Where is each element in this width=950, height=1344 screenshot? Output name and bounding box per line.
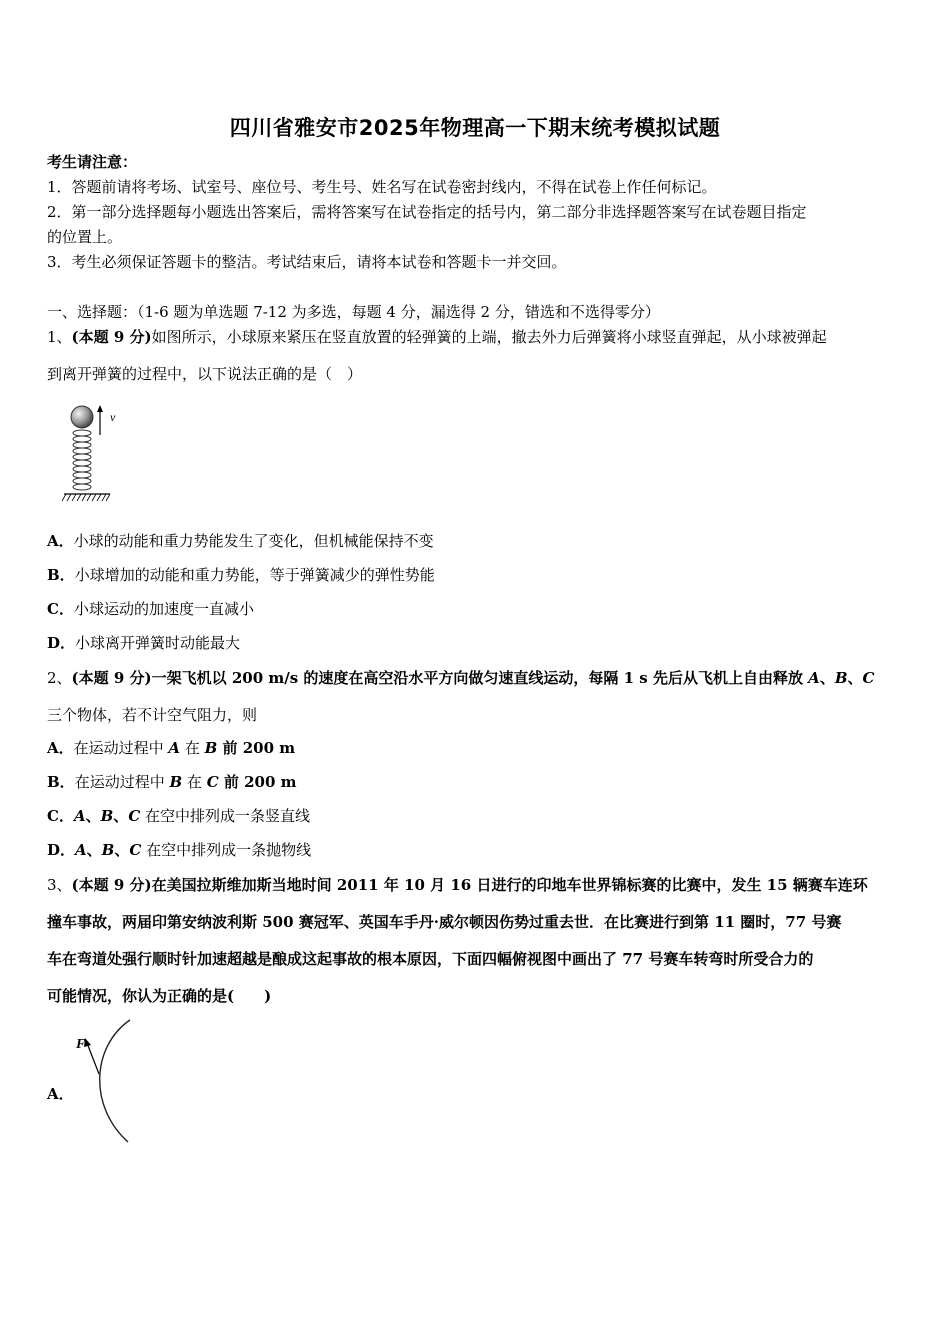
q3-text-1: 在美国拉斯维加斯当地时间 2011 年 10 月 16 日进行的印地车世界锦标赛的比赛中，发生 15 辆赛车连环 bbox=[151, 876, 868, 894]
q3-line-2: 撞车事故，两届印第安纳波利斯 500 赛冠军、英国车手丹·威尔顿因伤势过重去世．在比赛进行到第 11 圈时，77 号赛 bbox=[47, 913, 842, 931]
q2-line-1: 2、(本题 9 分)一架飞机以 200 m/s 的速度在高空沿水平方向做匀速直线运动，每隔 1 s 先后从飞机上自由释放 A、B、C bbox=[47, 669, 875, 687]
q1-text-1: 如图所示，小球原来紧压在竖直放置的轻弹簧的上端，撤去外力后弹簧将小球竖直弹起，从小球被弹起 bbox=[151, 328, 827, 346]
force-arrow bbox=[87, 1043, 99, 1074]
velocity-label: v bbox=[110, 410, 116, 424]
q2-option-b: B．在运动过程中 B 在 C 前 200 m bbox=[47, 773, 297, 791]
q1-option-a-text: 小球的动能和重力势能发生了变化，但机械能保持不变 bbox=[73, 532, 434, 550]
q1-option-d bbox=[47, 633, 240, 653]
q1-option-c-text: 小球运动的加速度一直减小 bbox=[73, 600, 254, 618]
q2-text-1: 一架飞机以 200 m/s 的速度在高空沿水平方向做匀速直线运动，每隔 1 s 先后从飞机上自由释放 bbox=[151, 669, 809, 687]
velocity-arrowhead-icon bbox=[97, 405, 103, 412]
q1-option-c-label: C． bbox=[47, 600, 74, 618]
q1-line-1 bbox=[47, 327, 907, 347]
q2-option-a: A．在运动过程中 A 在 B 前 200 m bbox=[47, 739, 296, 757]
q1-line-2: 到离开弹簧的过程中，以下说法正确的是（ ） bbox=[47, 365, 363, 383]
q1-option-a bbox=[47, 531, 434, 551]
page-title: 四川省雅安市2025年物理高一下期末统考模拟试题 bbox=[229, 116, 721, 140]
q1-option-d-label: D． bbox=[47, 634, 76, 652]
q1-option-d-text: 小球离开弹簧时动能最大 bbox=[75, 634, 241, 652]
q1-option-c bbox=[47, 599, 254, 619]
q2-tag: (本题 9 分) bbox=[71, 669, 152, 687]
ground-hatch bbox=[62, 494, 110, 501]
q3-line-1 bbox=[47, 875, 907, 895]
q2-line-2: 三个物体，若不计空气阻力，则 bbox=[47, 706, 258, 724]
track-curve bbox=[100, 1020, 130, 1142]
q3-option-a-figure bbox=[72, 1016, 142, 1148]
q1-tag: (本题 9 分) bbox=[71, 328, 152, 346]
notice-item-1: 1．答题前请将考场、试室号、座位号、考生号、姓名写在试卷密封线内，不得在试卷上作任何标记。 bbox=[47, 178, 717, 196]
q1-spring-figure bbox=[60, 403, 130, 507]
notice-item-2: 2．第一部分选择题每小题选出答案后，需将答案写在试卷指定的括号内，第二部分非选择题答案写在试卷题目指定 bbox=[47, 203, 807, 221]
force-label: F bbox=[76, 1037, 86, 1052]
notice-heading: 考生请注意： bbox=[47, 153, 138, 171]
q1-option-b-label: B． bbox=[47, 566, 75, 584]
q3-option-a-label: A． bbox=[47, 1085, 74, 1103]
q1-option-b bbox=[47, 565, 435, 585]
q1-prefix: 1、 bbox=[47, 328, 72, 346]
q2-option-d: D．A、B、C 在空中排列成一条抛物线 bbox=[47, 841, 312, 859]
q2-prefix: 2、 bbox=[47, 669, 72, 687]
q1-option-b-text: 小球增加的动能和重力势能，等于弹簧减少的弹性势能 bbox=[74, 566, 435, 584]
q3-line-4: 可能情况，你认为正确的是( ) bbox=[47, 987, 272, 1005]
spring bbox=[73, 430, 91, 490]
q3-tag: (本题 9 分) bbox=[71, 876, 152, 894]
section-heading: 一、选择题：（1-6 题为单选题 7-12 为多选，每题 4 分，漏选得 2 分，错选和不选得零分） bbox=[47, 303, 660, 321]
ball bbox=[71, 406, 93, 428]
q1-option-a-label: A． bbox=[47, 532, 74, 550]
q3-line-3: 车在弯道处强行顺时针加速超越是酿成这起事故的根本原因，下面四幅俯视图中画出了 77 号赛车转弯时所受合力的 bbox=[47, 950, 814, 968]
q2-option-c: C．A、B、C 在空中排列成一条竖直线 bbox=[47, 807, 311, 825]
notice-item-3: 3．考生必须保证答题卡的整洁。考试结束后，请将本试卷和答题卡一并交回。 bbox=[47, 253, 567, 271]
notice-item-2-cont: 的位置上。 bbox=[47, 228, 123, 246]
q3-prefix: 3、 bbox=[47, 876, 72, 894]
